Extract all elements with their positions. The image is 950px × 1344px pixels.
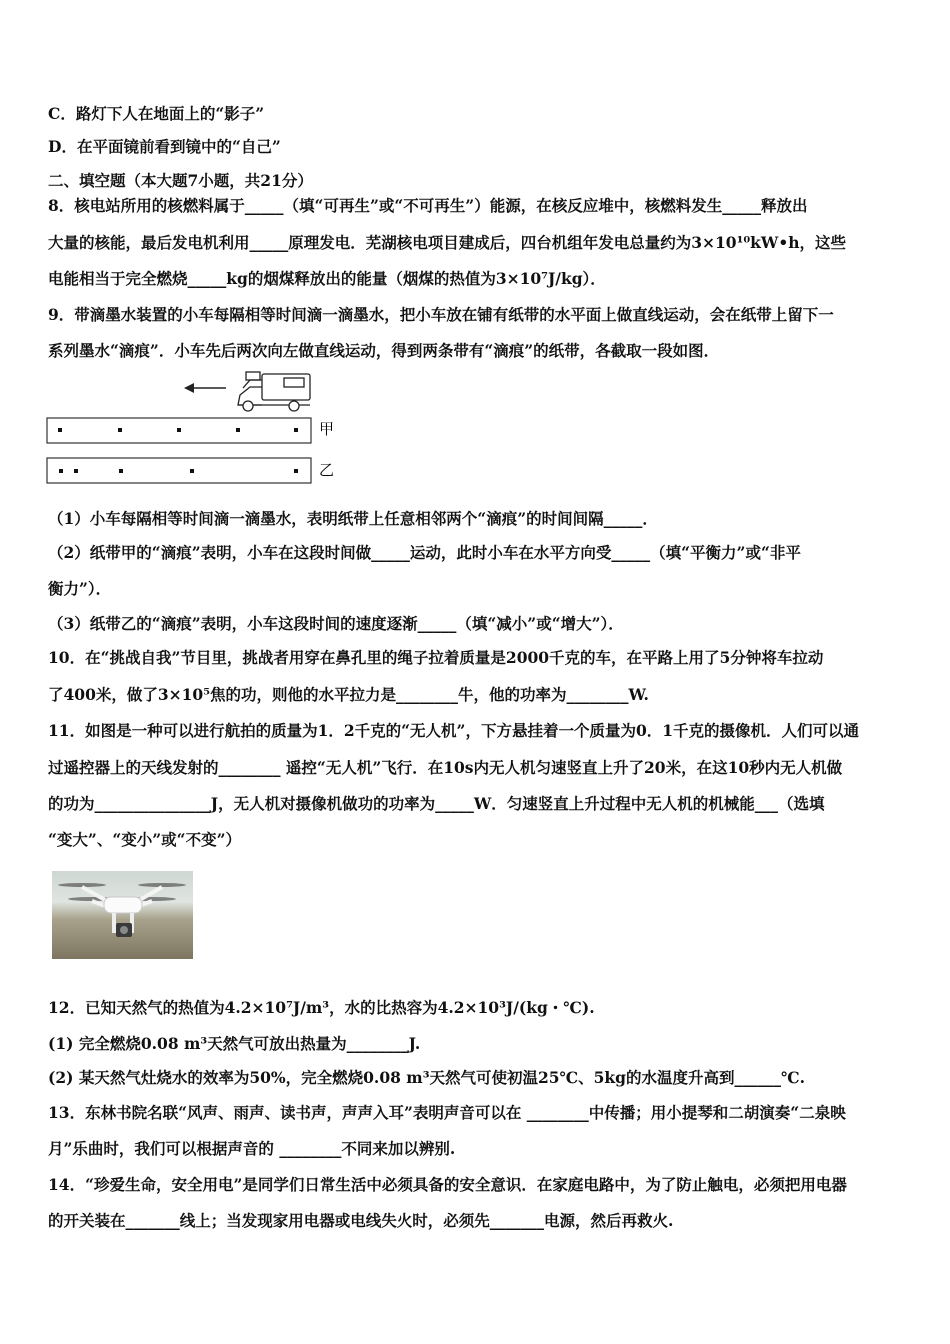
ink-dot [119, 469, 123, 473]
q9-sub-3: （3）纸带乙的“滴痕”表明，小车这段时间的速度逐渐_____（填“减小”或“增大”）． [48, 614, 624, 633]
tape-a-label: 甲 [319, 420, 335, 438]
ink-dot [59, 469, 63, 473]
q8-line-3: 电能相当于完全燃烧_____kg的烟煤释放出的能量（烟煤的热值为3×10⁷J/kg）． [48, 269, 606, 288]
truck-icon [238, 372, 310, 411]
q10-line-1: 10．在“挑战自我”节目里，挑战者用穿在鼻孔里的绳子拉着质量是2000千克的车，在平路上用了5分钟将车拉动 [48, 648, 824, 667]
q9-line-1: 9．带滴墨水装置的小车每隔相等时间滴一滴墨水，把小车放在铺有纸带的水平面上做直线运动，会在纸带上留下一 [48, 305, 834, 324]
q9-sub-2-cont: 衡力”）． [48, 579, 112, 598]
q8-line-1: 8．核电站所用的核燃料属于_____（填“可再生”或“不可再生”）能源，在核反应堆中，核燃料发生_____释放出 [48, 196, 808, 215]
tape-a-dots [58, 428, 298, 432]
drone-icon [52, 871, 193, 959]
q12-sub-2: (2) 某天然气灶烧水的效率为50%，完全燃烧0.08 m³天然气可使初温25℃、5kg的水温度升高到______℃. [48, 1068, 805, 1087]
q9-sub-1: （1）小车每隔相等时间滴一滴墨水，表明纸带上任意相邻两个“滴痕”的时间间隔_____． [48, 509, 658, 528]
line-d: D．在平面镜前看到镜中的“自己” [48, 137, 281, 156]
q12-sub-1: (1) 完全燃烧0.08 m³天然气可放出热量为________J. [48, 1034, 421, 1053]
ink-dot [58, 428, 62, 432]
ink-dot [74, 469, 78, 473]
ink-tape-diagram [0, 0, 950, 500]
q14-line-2: 的开关装在_______线上；当发现家用电器或电线失火时，必须先_______电源，然后再救火. [48, 1211, 674, 1230]
q11-line-3: 的功为_______________J，无人机对摄像机做功的功率为_____W．匀速竖直上升过程中无人机的机械能___（选填 [48, 794, 825, 813]
ink-dot [294, 469, 298, 473]
tape-b-dots [59, 469, 298, 473]
q13-line-1: 13．东林书院名联“风声、雨声、读书声，声声入耳”表明声音可以在 ________中传播；用小提琴和二胡演奏“二泉映 [48, 1103, 846, 1122]
q8-line-2: 大量的核能，最后发电机利用_____原理发电．芜湖核电项目建成后，四台机组年发电总量约为3×10¹⁰kW•h，这些 [48, 233, 846, 252]
drone-photo [52, 871, 193, 959]
q11-line-1: 11．如图是一种可以进行航拍的质量为1．2千克的“无人机”，下方悬挂着一个质量为0．1千克的摄像机．人们可以通 [48, 721, 860, 740]
q9-line-2: 系列墨水“滴痕”．小车先后两次向左做直线运动，得到两条带有“滴痕”的纸带，各截取一段如图． [48, 341, 720, 360]
q9-sub-2: （2）纸带甲的“滴痕”表明，小车在这段时间做_____运动，此时小车在水平方向受_____（填“平衡力”或“非平 [48, 543, 801, 562]
arrow-left-icon [184, 383, 226, 393]
ink-dot [236, 428, 240, 432]
ink-dot [177, 428, 181, 432]
tape-b-label: 乙 [319, 461, 335, 479]
ink-dot [190, 469, 194, 473]
q11-line-4: “变大”、“变小”或“不变”） [48, 830, 241, 849]
ink-dot [294, 428, 298, 432]
q14-line-1: 14．“珍爱生命，安全用电”是同学们日常生活中必须具备的安全意识．在家庭电路中，为了防止触电，必须把用电器 [48, 1175, 847, 1194]
q13-line-2: 月”乐曲时，我们可以根据声音的 ________不同来加以辨别. [48, 1139, 456, 1158]
q12-line-1: 12．已知天然气的热值为4.2×10⁷J/m³，水的比热容为4.2×10³J/(kg・℃). [48, 998, 595, 1017]
tape-b [47, 458, 311, 483]
q10-line-2: 了400米，做了3×10⁵焦的功，则他的水平拉力是________牛，他的功率为________W. [48, 685, 649, 704]
ink-dot [118, 428, 122, 432]
section-heading: 二、填空题（本大题7小题，共21分） [48, 171, 313, 190]
line-c: C．路灯下人在地面上的“影子” [48, 104, 265, 123]
q11-line-2: 过遥控器上的天线发射的________ 遥控“无人机”飞行．在10s内无人机匀速竖直上升了20米，在这10秒内无人机做 [48, 758, 843, 777]
